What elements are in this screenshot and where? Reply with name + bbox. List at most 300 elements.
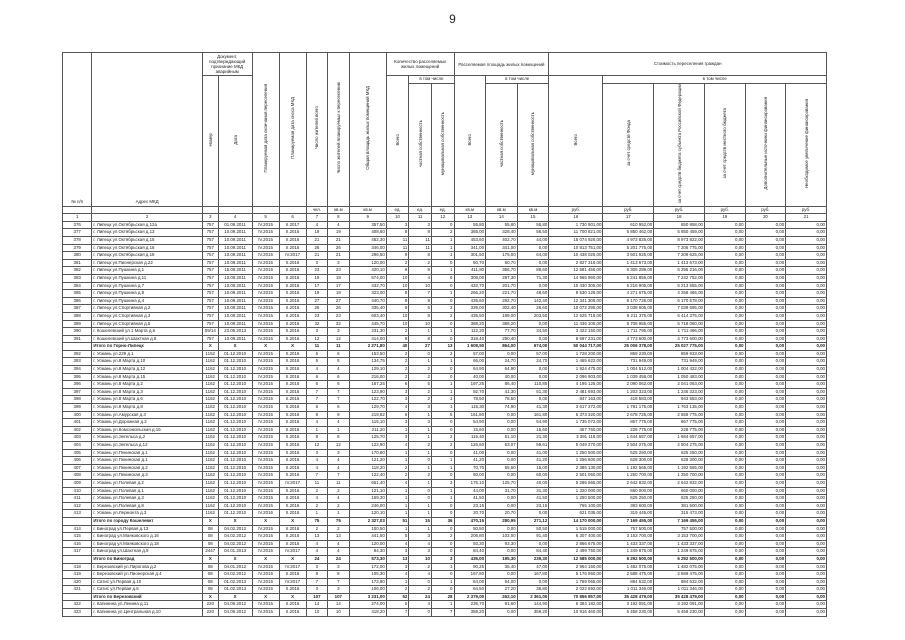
table-cell: 75 (306, 517, 327, 525)
table-cell: 52 (386, 593, 409, 601)
table-cell: 435,50 (454, 312, 486, 320)
table-cell: 7 (328, 396, 349, 404)
table-cell: 195,30 (486, 555, 518, 563)
resettle-group-header: Количество расселяемых жилых помещений (386, 53, 454, 76)
table-cell: 15,60 (454, 426, 486, 434)
table-cell: 3 192 091,00 (603, 601, 654, 609)
table-cell: 757 (202, 320, 218, 328)
table-cell: 943 583,00 (654, 396, 705, 404)
table-cell: 04.01.2013 (218, 548, 252, 556)
table-cell: 0,00 (704, 563, 745, 571)
table-cell: 2 504 275,00 (654, 442, 705, 450)
table-cell: 1 (409, 411, 432, 419)
table-cell: 2 (328, 525, 349, 533)
table-cell: 0 (409, 609, 432, 617)
table-cell: II.2016 (279, 297, 306, 305)
area-group-header: Расселяемая площадь жилых помещений (454, 53, 549, 76)
table-cell: 1 482 075,00 (654, 563, 705, 571)
table-cell: 0,00 (704, 434, 745, 442)
table-cell: IV.2015 (252, 487, 279, 495)
table-cell: 56,50 (517, 229, 549, 237)
table-cell: 625 250,00 (603, 449, 654, 457)
table-cell: г. Липецк ул.Пушкина д.4 (92, 297, 203, 305)
table-cell: 390 (63, 328, 92, 336)
table-cell: 2 (386, 586, 409, 594)
table-cell: II.2016 (279, 312, 306, 320)
table-cell: 129,70 (349, 404, 386, 412)
table-cell: 1 781 175,00 (603, 404, 654, 412)
table-cell: 1 (431, 404, 454, 412)
table-cell: 290,40 (486, 335, 518, 343)
table-cell: 0,00 (745, 525, 786, 533)
table-cell: 0,00 (786, 525, 827, 533)
table-cell: 0,00 (745, 297, 786, 305)
table-cell: г. Усмань ул.8 Марта д.12 (92, 366, 203, 374)
table-cell: г. Усмань ул.Комсомольская д.15 (92, 426, 203, 434)
table-cell: 1 413 673,00 (603, 259, 654, 267)
table-cell: 432,70 (454, 282, 486, 290)
table-cell: 0,00 (786, 571, 827, 579)
table-cell: 0 (431, 221, 454, 229)
table-cell: 35 428 479,00 (603, 593, 654, 601)
table-cell: 1 644 657,00 (603, 434, 654, 442)
table-cell: 2 (409, 388, 432, 396)
table-cell: 01.12.2010 (218, 381, 252, 389)
table-cell: 0,00 (704, 282, 745, 290)
table-cell: 220 (202, 609, 218, 617)
table-cell: 1162 (202, 502, 218, 510)
table-cell: 08 (202, 578, 218, 586)
table-cell: IV.2015 (252, 571, 279, 579)
table-cell: 4 (328, 221, 349, 229)
table-cell: 1 249 875,00 (654, 548, 705, 556)
table-cell: 3 (431, 555, 454, 563)
table-cell: 6 (306, 404, 327, 412)
column-number: 2 (92, 214, 203, 222)
table-cell: 1 (409, 464, 432, 472)
column-number: 14 (486, 214, 518, 222)
table-cell: 7 (328, 388, 349, 396)
table-cell: 93,30 (454, 540, 486, 548)
table-row (63, 350, 827, 358)
table-cell: 64,00 (486, 578, 518, 586)
table-cell: 1 250 700,00 (603, 472, 654, 480)
table-cell: 381 (63, 259, 92, 267)
table-cell: 0 (409, 350, 432, 358)
table-cell: 0,00 (745, 555, 786, 563)
table-cell: 6 (306, 381, 327, 389)
table-cell: 35,40 (486, 563, 518, 571)
table-cell: 01.12.2010 (218, 350, 252, 358)
table-cell: 04.02.2012 (218, 571, 252, 579)
table-cell: 10 (386, 320, 409, 328)
table-cell: IV.2015 (252, 601, 279, 609)
table-cell: 0,00 (704, 244, 745, 252)
table-cell: 757 (202, 244, 218, 252)
table-cell: 0,00 (745, 601, 786, 609)
table-cell: 57,00 (517, 350, 549, 358)
table-cell: 161,80 (517, 411, 549, 419)
table-cell: 392 (63, 350, 92, 358)
table-cell: 5 373 320,00 (549, 411, 603, 419)
table-cell: II.2016 (279, 366, 306, 374)
table-cell: 107 (306, 593, 327, 601)
table-cell: 5 241 855,00 (603, 274, 654, 282)
table-cell: 0,00 (517, 396, 549, 404)
table-cell: 10.09.2011 (218, 290, 252, 298)
table-cell: 23 (328, 267, 349, 275)
table-cell: 12 341 306,00 (549, 297, 603, 305)
table-cell: IV.2015 (252, 328, 279, 336)
table-cell: 0,00 (745, 381, 786, 389)
table-cell: 3 (328, 259, 349, 267)
table-row (63, 236, 827, 244)
table-cell: IV.2015 (252, 274, 279, 282)
table-row (63, 297, 827, 305)
col-subject-header: за счет средств бюджета субъекта Российской Федерации (654, 83, 705, 206)
table-cell: 3 (386, 221, 409, 229)
table-cell: X (252, 593, 279, 601)
table-cell: 0,00 (745, 479, 786, 487)
table-cell: 4 (306, 457, 327, 465)
table-cell: 0,00 (486, 350, 518, 358)
table-cell: 71,30 (517, 274, 549, 282)
table-cell: 0,00 (745, 320, 786, 328)
table-row (63, 274, 827, 282)
table-cell: 41,30 (486, 388, 518, 396)
table-cell: 51,30 (517, 388, 549, 396)
table-cell: 1 (431, 244, 454, 252)
table-cell: 3 391 118,00 (549, 434, 603, 442)
table-cell: 418 (63, 563, 92, 571)
table-cell: 0,00 (517, 578, 549, 586)
table-cell: 27,20 (486, 586, 518, 594)
table-cell: 405 (63, 449, 92, 457)
table-cell: 23,15 (517, 502, 549, 510)
table-cell: 0,00 (786, 290, 827, 298)
table-cell: 1 (431, 358, 454, 366)
table-cell: IV.2015 (252, 479, 279, 487)
column-number: 1 (63, 214, 92, 222)
table-cell: 5 (386, 533, 409, 541)
table-cell: 0,00 (486, 548, 518, 556)
table-cell: 10.09.2011 (218, 297, 252, 305)
table-cell: 10 (328, 609, 349, 617)
table-cell: 4 (386, 571, 409, 579)
col-cost-total-header: Всего (549, 76, 603, 207)
table-cell: II.2016 (279, 320, 306, 328)
table-row (63, 244, 827, 252)
table-cell: 0,00 (704, 305, 745, 313)
table-cell: 27 (328, 297, 349, 305)
table-cell: 57,00 (454, 350, 486, 358)
table-cell: 0,00 (745, 388, 786, 396)
table-cell: II.2016 (279, 571, 306, 579)
table-cell: 7 242 752,00 (654, 274, 705, 282)
table-cell: г. Усмань ул.Энгельса д.2 (92, 434, 203, 442)
table-cell: II.2016 (279, 396, 306, 404)
table-cell: 2 642 832,00 (654, 479, 705, 487)
table-cell: IV.2015 (252, 457, 279, 465)
table-cell: 25 027 775,00 (654, 343, 705, 351)
table-cell: 391 (63, 335, 92, 343)
table-cell: 0,00 (786, 282, 827, 290)
table-cell: 0,00 (704, 472, 745, 480)
table-cell: 297,30 (486, 274, 518, 282)
table-cell: IV.2015 (252, 540, 279, 548)
table-cell: 1 (409, 328, 432, 336)
column-number: 17 (603, 214, 654, 222)
table-cell: 1 249 875,00 (603, 548, 654, 556)
table-cell: 84,40 (454, 548, 486, 556)
table-cell: 610 952,00 (603, 221, 654, 229)
table-cell: 408 (63, 472, 92, 480)
table-cell: 10 (409, 555, 432, 563)
table-cell: II.2016 (279, 259, 306, 267)
column-number: 10 (386, 214, 409, 222)
table-cell: 1 320 000,00 (549, 487, 603, 495)
table-cell: 11 (409, 244, 432, 252)
table-cell: IV.2015 (252, 244, 279, 252)
table-cell: 2 (409, 259, 432, 267)
table-cell: 23.05.2013 (218, 328, 252, 336)
table-cell: г. Усмань ул.Пекинская д.1 (92, 449, 203, 457)
table-cell: 47,00 (517, 563, 549, 571)
table-cell: г. Биноград ул.Маяковского д.18 (92, 540, 203, 548)
table-cell: 394 (63, 366, 92, 374)
table-cell: 7 (431, 609, 454, 617)
table-cell: 0,00 (745, 252, 786, 260)
table-cell: 2 (386, 373, 409, 381)
col-address-header: Адрес МКД (92, 53, 203, 207)
table-cell: 4 (386, 540, 409, 548)
table-cell: 4 973 825,00 (603, 236, 654, 244)
table-cell: 3 (386, 396, 409, 404)
table-cell: 1 (306, 510, 327, 518)
table-cell: 0,00 (786, 396, 827, 404)
table-cell: 54,90 (517, 419, 549, 427)
table-cell: IV.2015 (252, 350, 279, 358)
table-cell: 5 (409, 381, 432, 389)
table-cell: 6 (386, 411, 409, 419)
table-cell: 25 006 378,00 (603, 343, 654, 351)
table-cell: 6 414 375,00 (654, 312, 705, 320)
table-cell: 10.09.2011 (218, 236, 252, 244)
table-cell: 1 (386, 487, 409, 495)
table-cell: 1 (431, 267, 454, 275)
table-cell: 01.12.2010 (218, 502, 252, 510)
table-cell: 4 (306, 495, 327, 503)
table-cell: 0,00 (745, 343, 786, 351)
table-cell: 0 (431, 449, 454, 457)
table-cell: 26,60 (517, 305, 549, 313)
table-cell: 0,00 (745, 593, 786, 601)
table-cell: IV.2015 (252, 502, 279, 510)
table-cell: 621 035,00 (549, 510, 603, 518)
table-cell: 0 (431, 259, 454, 267)
table-cell: 167,80 (454, 571, 486, 579)
table-cell: 6 211 375,00 (603, 312, 654, 320)
table-cell: г. Липецк ул.Пушкина д.11 (92, 274, 203, 282)
table-cell: 0 (431, 366, 454, 374)
table-cell: 01.12.2010 (218, 495, 252, 503)
table-cell: 172,00 (349, 563, 386, 571)
table-cell: 0,00 (786, 495, 827, 503)
table-cell: 0,00 (745, 517, 786, 525)
table-cell: 10.09.2011 (218, 259, 252, 267)
table-cell: 0,00 (786, 267, 827, 275)
table-cell: 302,40 (486, 305, 518, 313)
table-cell: 4 (306, 548, 327, 556)
table-cell: 6 (306, 373, 327, 381)
table-cell: 1 004 422,00 (654, 366, 705, 374)
table-cell: 1 (328, 510, 349, 518)
table-cell: 660 000,00 (603, 487, 654, 495)
table-cell: 271,12 (517, 517, 549, 525)
table-cell: 41,30 (517, 404, 549, 412)
table-cell: 346,00 (349, 244, 386, 252)
table-cell: 0,00 (486, 426, 518, 434)
table-cell: II.2016 (279, 282, 306, 290)
table-cell: 1 433 337,00 (654, 540, 705, 548)
table-cell: 757 (202, 236, 218, 244)
table-cell: 408,60 (349, 229, 386, 237)
table-cell: 0,00 (786, 259, 827, 267)
table-cell: 167,25 (349, 381, 386, 389)
table-cell: 08 (202, 571, 218, 579)
table-cell: 674,00 (517, 343, 549, 351)
table-cell: 3 (409, 548, 432, 556)
table-cell: 0 (431, 373, 454, 381)
table-cell: 106,00 (349, 586, 386, 594)
table-cell: 153,50 (349, 350, 386, 358)
table-cell: 64,50 (454, 586, 486, 594)
table-cell: 60,00 (517, 472, 549, 480)
table-cell: 23,15 (454, 502, 486, 510)
table-cell: 17 (306, 282, 327, 290)
table-cell: 1 735 072,00 (549, 419, 603, 427)
table-cell: 12 591 456,00 (549, 267, 603, 275)
table-row (63, 320, 827, 328)
table-cell: X (252, 555, 279, 563)
table-cell: 7 (306, 472, 327, 480)
table-cell: IV.2015 (252, 267, 279, 275)
table-cell: 0,00 (745, 366, 786, 374)
table-cell: 1 050 483,00 (654, 373, 705, 381)
table-cell: II.2016 (279, 244, 306, 252)
table-cell: г. Усмань ул.Лермонта д.3 (92, 510, 203, 518)
table-cell: 14 170 000,00 (549, 517, 603, 525)
table-cell: IV.2015 (252, 426, 279, 434)
table-cell: 10.09.2011 (218, 335, 252, 343)
table-cell: 01.12.2010 (218, 373, 252, 381)
table-cell: 8 (409, 229, 432, 237)
table-cell: 0,00 (745, 290, 786, 298)
table-cell: 221,70 (486, 290, 518, 298)
table-cell: 04.02.2012 (218, 533, 252, 541)
table-cell: IV.2015 (252, 464, 279, 472)
table-cell: IV.2015 (252, 442, 279, 450)
table-cell: 1 (409, 434, 432, 442)
table-cell: 161,80 (454, 411, 486, 419)
table-cell: 6 384 182,00 (549, 601, 603, 609)
table-cell: 2 (386, 259, 409, 267)
table-cell: II.2016 (279, 464, 306, 472)
table-cell: 365,00 (454, 229, 486, 237)
table-cell: 32 (306, 320, 327, 328)
table-cell: 08 (202, 586, 218, 594)
table-cell: 159,30 (349, 495, 386, 503)
table-cell: IV.2015 (252, 320, 279, 328)
table-cell: 859 933,00 (654, 350, 705, 358)
table-cell: 0,00 (786, 555, 827, 563)
table-cell: 0,00 (704, 221, 745, 229)
table-cell: 12 (328, 335, 349, 343)
table-cell: 0,00 (786, 609, 827, 617)
column-number: 21 (786, 214, 827, 222)
table-cell: 2 (409, 442, 432, 450)
table-cell: 10.09.2011 (218, 312, 252, 320)
table-cell (63, 517, 92, 525)
table-cell: 378 (63, 236, 92, 244)
table-cell: 14 (306, 601, 327, 609)
table-cell: 19 (306, 274, 327, 282)
table-cell: 5 049 270,00 (549, 442, 603, 450)
table-cell: 01.02.2013 (218, 578, 252, 586)
table-cell: 2 866 675,00 (549, 540, 603, 548)
table-cell: IV.2015 (252, 388, 279, 396)
table-cell: 6 (328, 404, 349, 412)
table-cell: 26 (306, 305, 327, 313)
table-row (63, 388, 827, 396)
table-cell: 1 (431, 381, 454, 389)
table-cell: г. Липецк ул.Спортивная д.3 (92, 312, 203, 320)
table-row (63, 312, 827, 320)
table-cell: 86,40 (486, 381, 518, 389)
table-cell: 01.12.2010 (218, 479, 252, 487)
table-cell: 0,00 (786, 487, 827, 495)
table-cell: 4 (328, 366, 349, 374)
table-cell: 21 (328, 236, 349, 244)
table-cell: 765 100,00 (549, 502, 603, 510)
table-cell: 64,00 (517, 252, 549, 260)
table-cell: 0,00 (704, 540, 745, 548)
table-cell: 0,00 (704, 381, 745, 389)
table-cell: 125,70 (486, 479, 518, 487)
table-cell: 399 (63, 404, 92, 412)
col-extra-header: Дополнительные источники финансирования (745, 83, 786, 206)
table-cell: 4 (328, 540, 349, 548)
table-cell: 0,00 (704, 449, 745, 457)
table-cell: 0,00 (786, 533, 827, 541)
table-cell: X (202, 555, 218, 563)
table-cell: 315 473,00 (654, 510, 705, 518)
table-cell: 0,00 (704, 274, 745, 282)
table-cell: IV.2015 (252, 229, 279, 237)
table-cell: 0,00 (745, 221, 786, 229)
column-number: 9 (349, 214, 386, 222)
col-area-total-header: Всего (454, 76, 486, 207)
table-cell: 457 750,00 (549, 426, 603, 434)
table-cell: 0 (431, 571, 454, 579)
table-cell: 413 (63, 510, 92, 518)
table-cell: 0,00 (704, 479, 745, 487)
table-cell: 4 (328, 419, 349, 427)
table-cell: IV.2015 (252, 305, 279, 313)
table-cell: г. Липецк ул.Пушкина д.1 (92, 267, 203, 275)
table-cell: 0,00 (786, 335, 827, 343)
table-cell: 23 (328, 312, 349, 320)
